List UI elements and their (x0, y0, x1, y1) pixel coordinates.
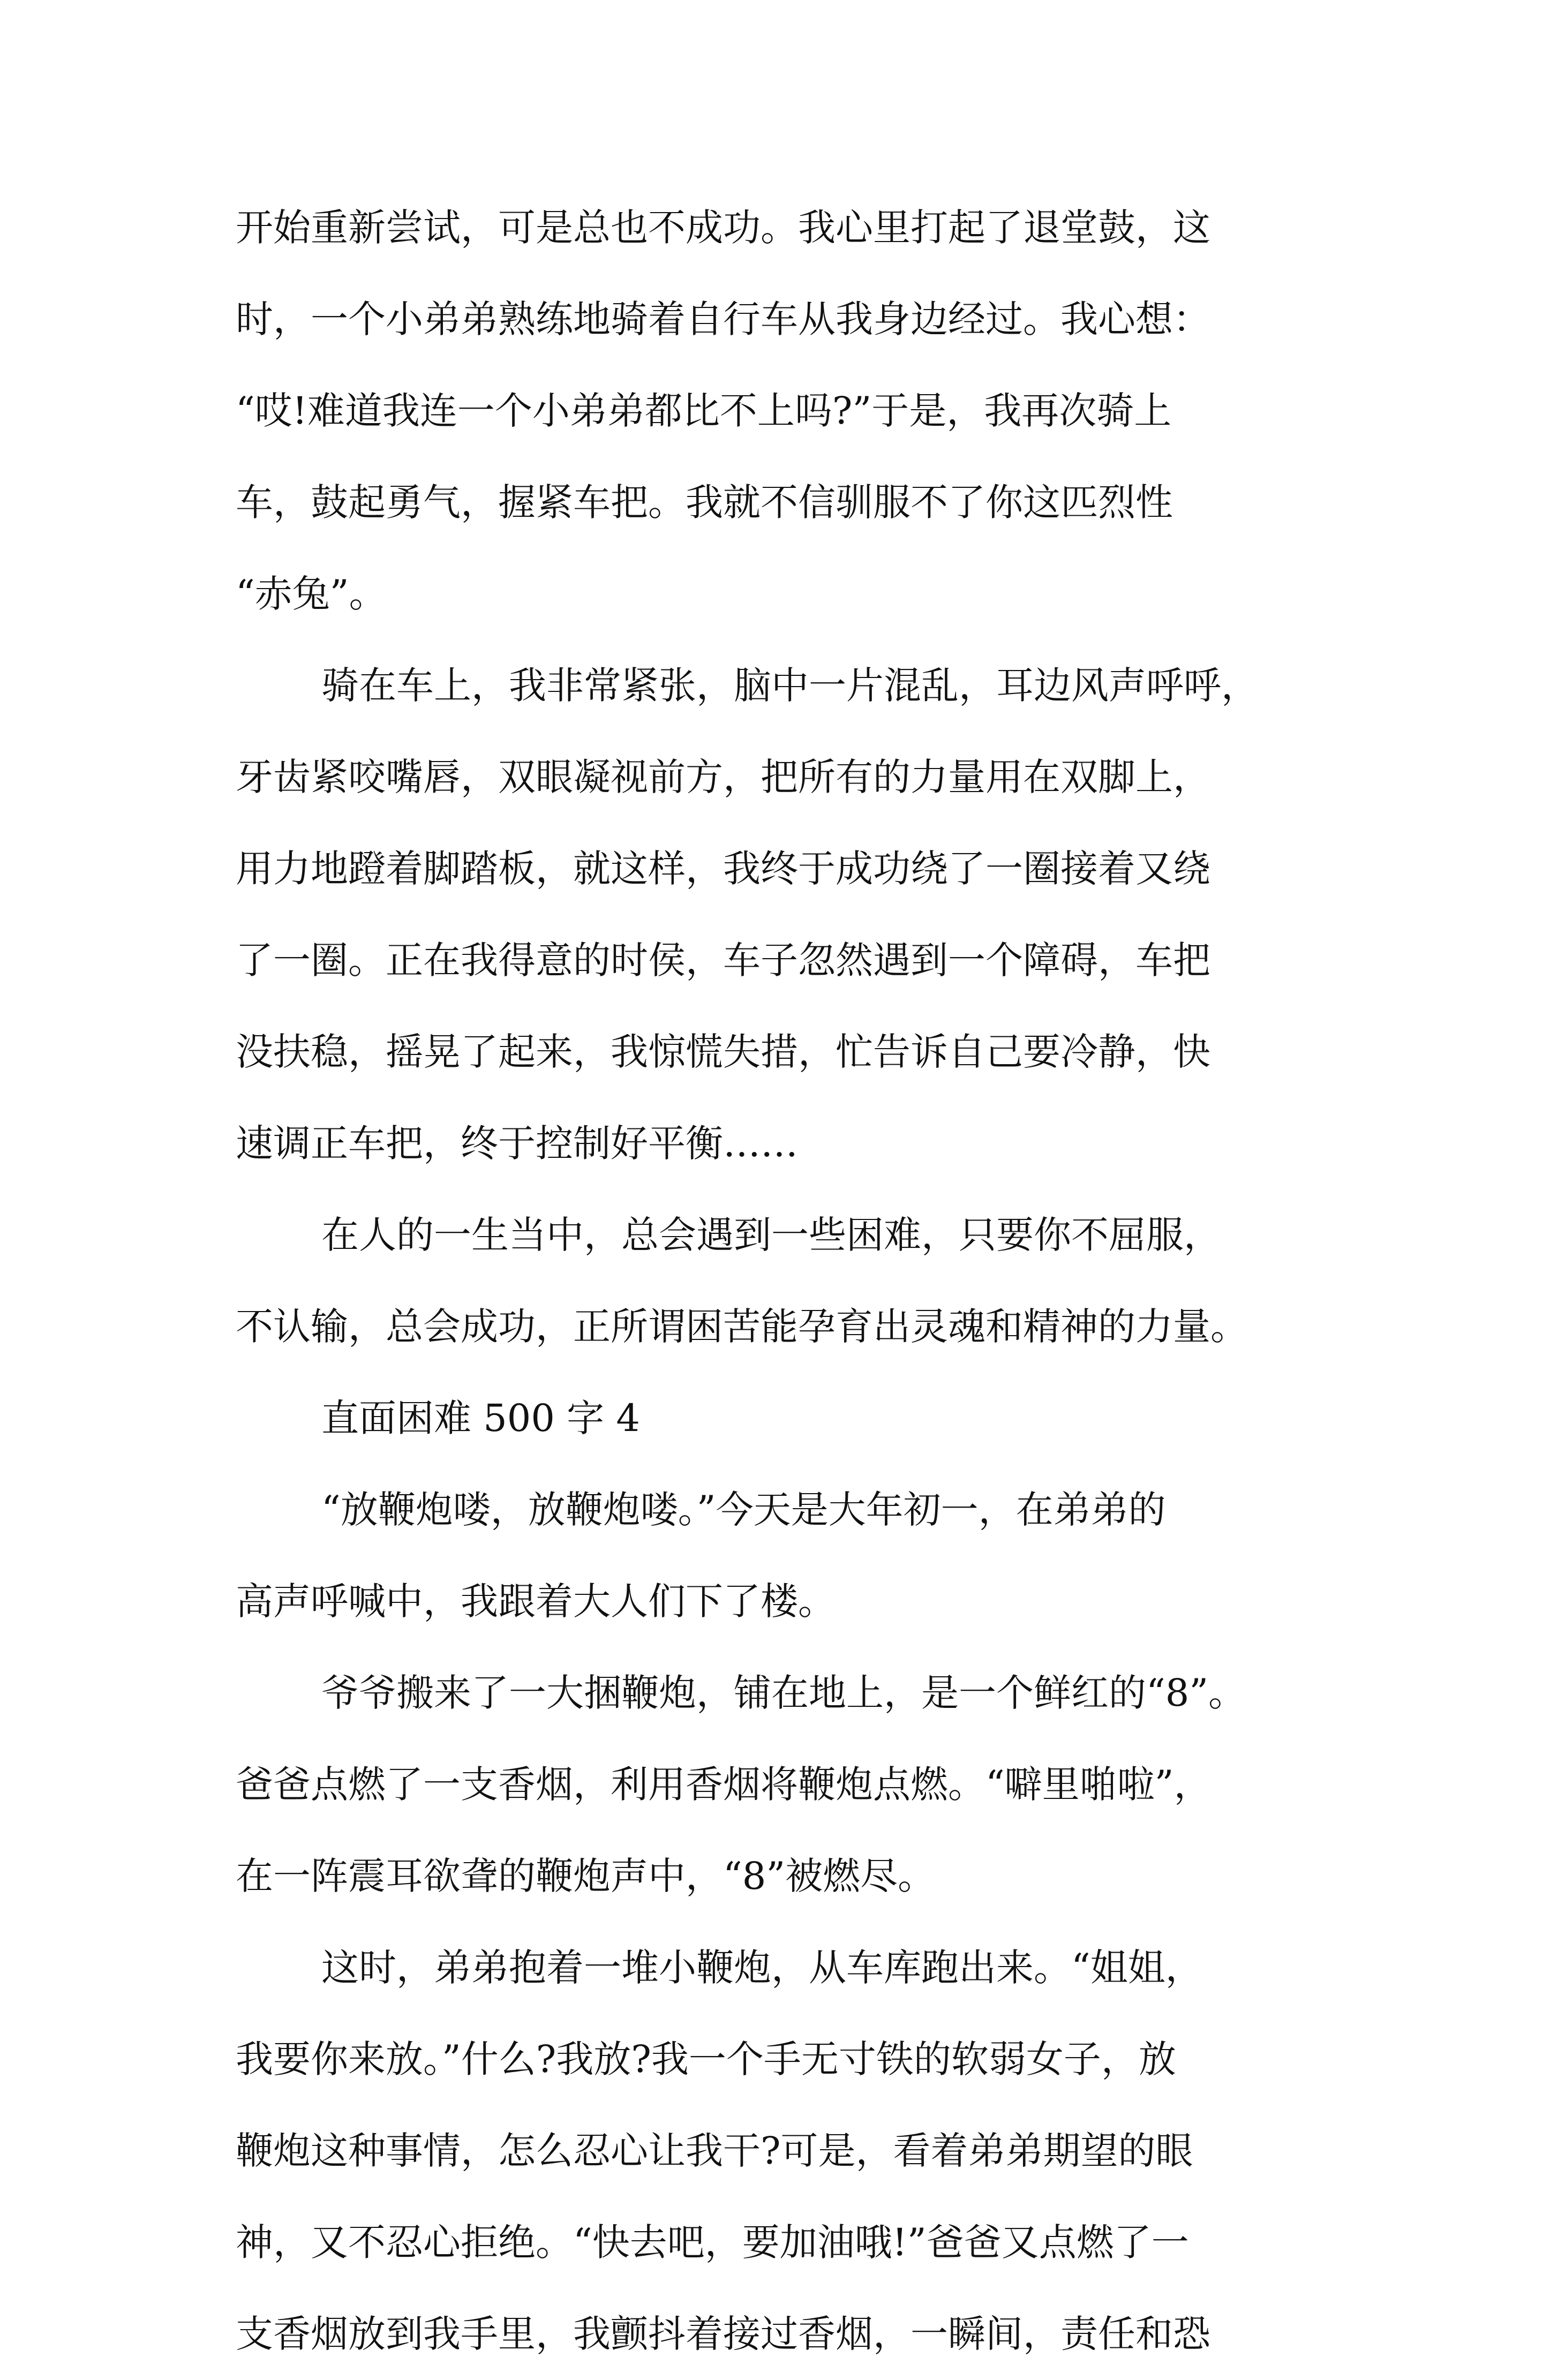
text-line: 速调正车把，终于控制好平衡…… (236, 1121, 798, 1165)
text-line: 支香烟放到我手里，我颤抖着接过香烟，一瞬间，责任和恐 (236, 2312, 1210, 2356)
text-line: 我要你来放。”什么?我放?我一个手无寸铁的软弱女子，放 (236, 2037, 1176, 2081)
document-body (236, 182, 1360, 2380)
text-line: “哎!难道我连一个小弟弟都比不上吗?”于是，我再次骑上 (236, 389, 1172, 433)
paragraph-first-line: “放鞭炮喽，放鞭炮喽。”今天是大年初一，在弟弟的 (321, 1488, 1166, 1532)
paragraph-first-line: 在人的一生当中，总会遇到一些困难，只要你不屈服， (321, 1213, 1221, 1257)
text-line: 车，鼓起勇气，握紧车把。我就不信驯服不了你这匹烈性 (236, 480, 1173, 524)
text-line: 在一阵震耳欲聋的鞭炮声中，“8”被燃尽。 (236, 1854, 936, 1898)
text-line: 神，又不忍心拒绝。“快去吧，要加油哦!”爸爸又点燃了一 (236, 2220, 1189, 2264)
text-line: 高声呼喊中，我跟着大人们下了楼。 (236, 1579, 836, 1623)
text-line: 了一圈。正在我得意的时侯，车子忽然遇到一个障碍，车把 (236, 938, 1210, 982)
text-line: 鞭炮这种事情，怎么忍心让我干?可是，看着弟弟期望的眼 (236, 2129, 1193, 2173)
text-line: 爸爸点燃了一支香烟，利用香烟将鞭炮点燃。“噼里啪啦”， (236, 1763, 1212, 1806)
text-line: 开始重新尝试，可是总也不成功。我心里打起了退堂鼓，这 (236, 206, 1210, 250)
paragraph-first-line: 爷爷搬来了一大捆鞭炮，铺在地上，是一个鲜红的“8”。 (321, 1671, 1246, 1715)
text-line: “赤兔”。 (236, 572, 387, 616)
text-line: 不认输，总会成功，正所谓困苦能孕育出灵魂和精神的力量。 (236, 1305, 1248, 1349)
text-line: 牙齿紧咬嘴唇，双眼凝视前方，把所有的力量用在双脚上， (236, 755, 1210, 799)
text-line: 没扶稳，摇晃了起来，我惊慌失措，忙告诉自己要冷静，快 (236, 1030, 1210, 1074)
text-line: 用力地蹬着脚踏板，就这样，我终于成功绕了一圈接着又绕 (236, 847, 1210, 891)
section-heading: 直面困难 500 字 4 (321, 1396, 640, 1440)
paragraph-first-line: 这时，弟弟抱着一堆小鞭炮，从车库跑出来。“姐姐， (321, 1946, 1203, 1990)
paragraph-first-line: 骑在车上，我非常紧张，脑中一片混乱，耳边风声呼呼， (321, 664, 1259, 707)
text-line: 时，一个小弟弟熟练地骑着自行车从我身边经过。我心想： (236, 297, 1210, 341)
